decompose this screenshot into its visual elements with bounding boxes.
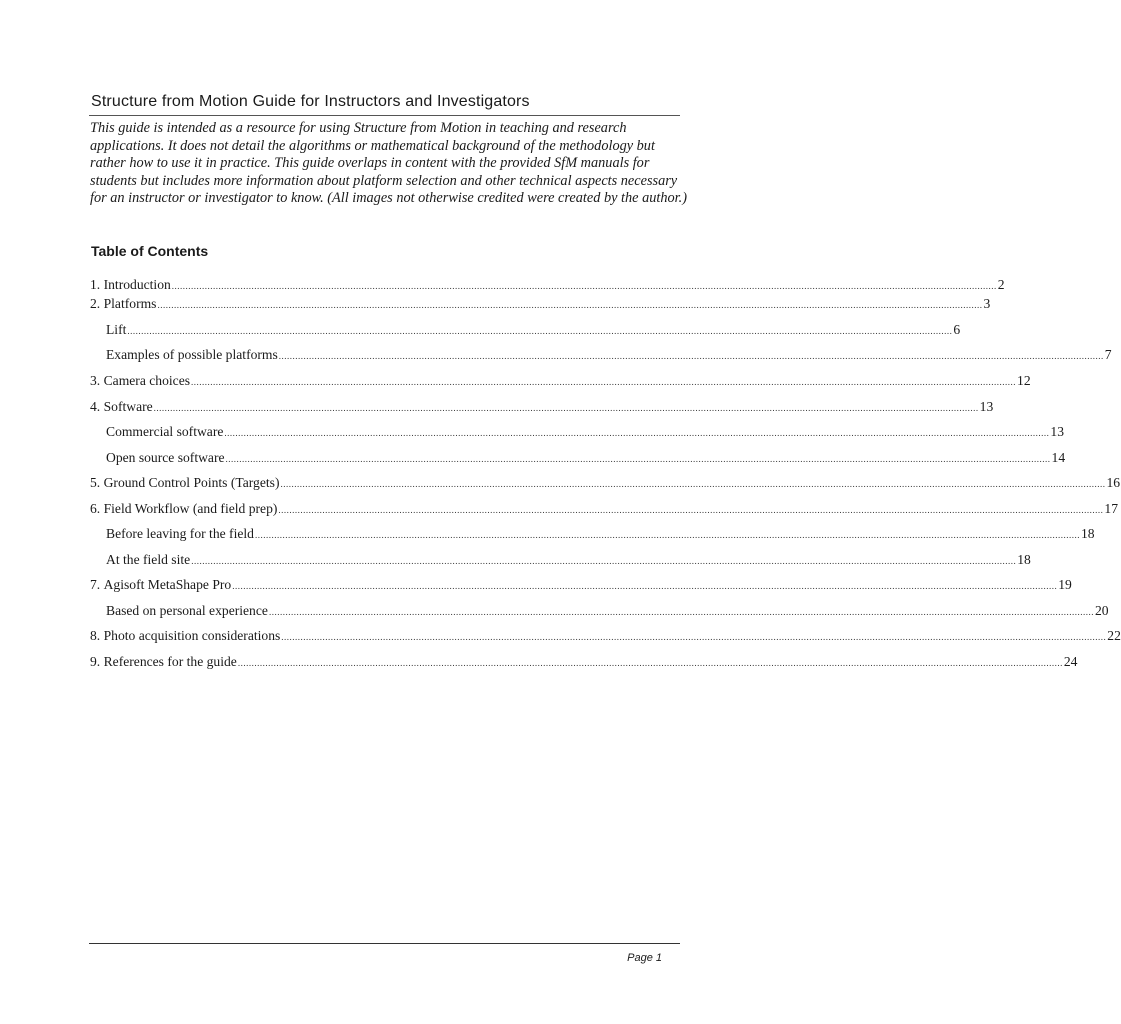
- toc-entry-number: 9.: [90, 654, 104, 669]
- toc-entry-label: Introduction: [103, 277, 171, 292]
- toc-entry-page-number: 6: [953, 322, 961, 337]
- toc-entry-label: Agisoft MetaShape Pro: [103, 577, 232, 592]
- toc-entry[interactable]: [106, 603, 1109, 621]
- toc-entry-page-number: 24: [1063, 654, 1078, 669]
- toc-entry-number: 4.: [90, 399, 104, 414]
- toc-entry-number: 8.: [90, 628, 104, 643]
- toc-entry[interactable]: [90, 399, 994, 417]
- toc-entry-page-number: 22: [1107, 628, 1121, 643]
- toc-dot-leader: ............................................................................................................................................................................................................................................................................................................: [191, 556, 1017, 566]
- toc-entry-page-number: 19: [1058, 577, 1072, 592]
- toc-entry-label: Commercial software: [106, 424, 224, 439]
- toc-entry-number: 5.: [90, 475, 104, 490]
- footer-divider: [89, 943, 680, 944]
- toc-dot-leader: ............................................................................................................................................................................................................................................................................................................: [254, 530, 1080, 540]
- toc-dot-leader: ............................................................................................................................................................................................................................................................................................................: [127, 326, 953, 336]
- toc-entry-page-number: 16: [1106, 475, 1121, 490]
- toc-entry[interactable]: [106, 424, 1064, 442]
- toc-dot-leader: ............................................................................................................................................................................................................................................................................................................: [153, 403, 979, 413]
- toc-entry-page-number: 20: [1094, 603, 1109, 618]
- toc-entry[interactable]: [106, 450, 1066, 468]
- toc-entry-label: Ground Control Points (Targets): [103, 475, 280, 490]
- toc-dot-leader: ............................................................................................................................................................................................................................................................................................................: [191, 377, 1017, 387]
- toc-entry-label: Field Workflow (and field prep): [103, 501, 278, 516]
- toc-entry-page-number: 13: [979, 399, 994, 414]
- toc-entry-page-number: 17: [1104, 501, 1119, 516]
- toc-entry[interactable]: [90, 501, 1119, 519]
- toc-entry-label: Photo acquisition considerations: [103, 628, 281, 643]
- toc-entry[interactable]: [90, 475, 1121, 493]
- toc-entry[interactable]: [90, 654, 1078, 672]
- title-divider: [89, 115, 680, 116]
- toc-entry-number: 6.: [90, 501, 104, 516]
- toc-entry-number: 3.: [90, 373, 104, 388]
- toc-entry-number: 2.: [90, 296, 104, 311]
- toc-entry-page-number: 7: [1104, 347, 1112, 362]
- document-title: Structure from Motion Guide for Instructors and Investigators: [91, 93, 530, 110]
- toc-dot-leader: ............................................................................................................................................................................................................................................................................................................: [157, 300, 983, 310]
- toc-entry[interactable]: [90, 373, 1031, 391]
- toc-dot-leader: ............................................................................................................................................................................................................................................................................................................: [224, 428, 1050, 438]
- toc-entry-number: 1.: [90, 277, 104, 292]
- footer-page-number: Page 1: [627, 952, 662, 964]
- toc-dot-leader: ............................................................................................................................................................................................................................................................................................................: [278, 351, 1104, 361]
- toc-entry-page-number: 18: [1080, 526, 1095, 541]
- toc-dot-leader: ............................................................................................................................................................................................................................................................................................................: [232, 581, 1058, 591]
- toc-entry-label: Based on personal experience: [106, 603, 268, 618]
- toc-dot-leader: ............................................................................................................................................................................................................................................................................................................: [171, 281, 997, 291]
- toc-entry[interactable]: [90, 628, 1121, 646]
- toc-entry-page-number: 18: [1017, 552, 1031, 567]
- toc-entry[interactable]: [106, 322, 961, 340]
- toc-entry[interactable]: [106, 552, 1031, 570]
- toc-dot-leader: ............................................................................................................................................................................................................................................................................................................: [225, 454, 1051, 464]
- toc-entry-number: 7.: [90, 577, 104, 592]
- toc-entry[interactable]: [90, 296, 991, 314]
- toc-entry-page-number: 12: [1017, 373, 1031, 388]
- toc-dot-leader: ............................................................................................................................................................................................................................................................................................................: [268, 607, 1094, 617]
- toc-entry-label: References for the guide: [103, 654, 237, 669]
- toc-dot-leader: ............................................................................................................................................................................................................................................................................................................: [237, 658, 1063, 668]
- toc-heading: Table of Contents: [91, 243, 209, 259]
- toc-entry[interactable]: [106, 526, 1095, 544]
- intro-paragraph: This guide is intended as a resource for using Structure from Motion in teaching and research applications. It does not detail the algorithms or mathematical background of the methodology but rather how to use it in practice. This guide overlaps in content with the provided SfM manuals for students but includes more information about platform selection and other technical aspects necessary for an instructor or investigator to know. (All images not otherwise credited were created by the author.): [90, 120, 687, 207]
- toc-entry-label: Camera choices: [103, 373, 191, 388]
- toc-dot-leader: ............................................................................................................................................................................................................................................................................................................: [280, 479, 1106, 489]
- toc-entry-label: Platforms: [103, 296, 157, 311]
- toc-entry-label: Lift: [106, 322, 127, 337]
- toc-entry-page-number: 2: [997, 277, 1005, 292]
- toc-entry-label: Before leaving for the field: [106, 526, 254, 541]
- toc-entry-page-number: 13: [1050, 424, 1064, 439]
- toc-entry-label: Examples of possible platforms: [106, 347, 278, 362]
- toc-entry-page-number: 3: [983, 296, 991, 311]
- toc-dot-leader: ............................................................................................................................................................................................................................................................................................................: [281, 632, 1107, 642]
- toc-entry[interactable]: [90, 277, 1005, 295]
- toc-entry-label: Software: [103, 399, 153, 414]
- toc-entry-label: Open source software: [106, 450, 225, 465]
- toc-entry-label: At the field site: [106, 552, 191, 567]
- toc-entry-page-number: 14: [1051, 450, 1066, 465]
- toc-entry[interactable]: [106, 347, 1112, 365]
- toc-dot-leader: ............................................................................................................................................................................................................................................................................................................: [278, 505, 1104, 515]
- toc-entry[interactable]: [90, 577, 1072, 595]
